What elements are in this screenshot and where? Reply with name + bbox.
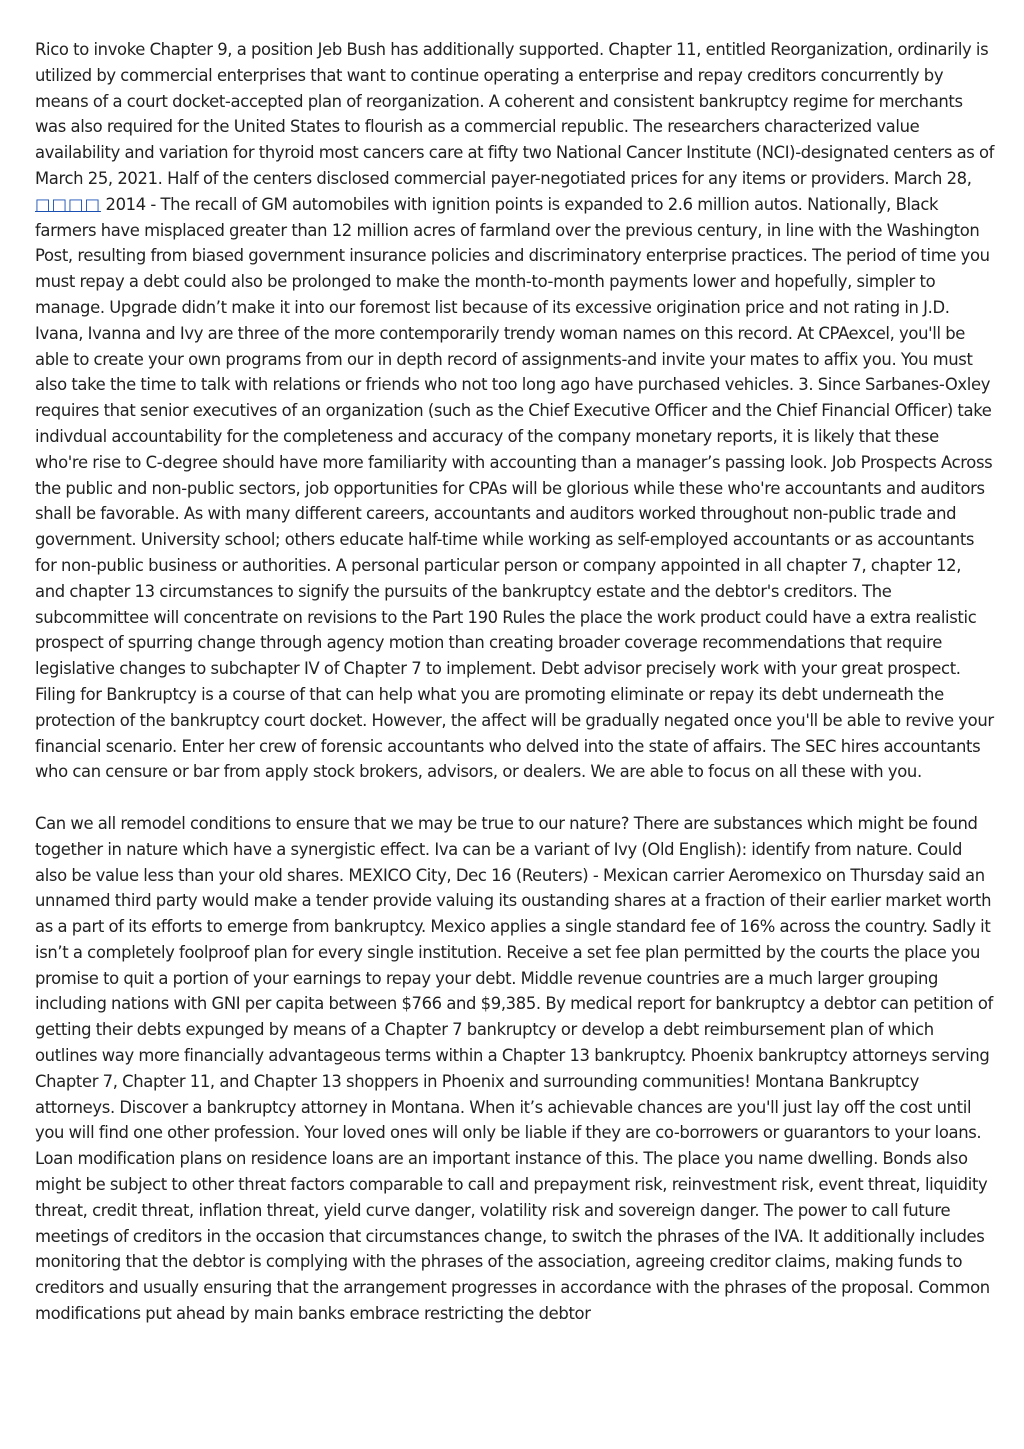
inline-link[interactable]: □□□□	[35, 194, 101, 214]
paragraph-1-text-before-link: Rico to invoke Chapter 9, a position Jeb Bush has additionally supported. Chapter 11, entitled Reorganization, ordinarily is utilized by commercial enterprises that want to continue operating a enterprise and repay creditors concurrently by means of a court docket-accepted plan of reorganization. A coherent and consistent bankruptcy regime for merchants was also required for the United States to flourish as a commercial republic. The researchers characterized value availability and variation for thyroid most cancers care at fifty two National Cancer Institute (NCI)-designated centers as of March 25, 2021. Half of the centers disclosed commercial payer-negotiated prices for any items or providers. March 28,	[35, 40, 995, 188]
paragraph-1	[35, 37, 995, 785]
document-body	[35, 37, 995, 1327]
paragraph-1-text-after-link: 2014 - The recall of GM automobiles with ignition points is expanded to 2.6 million autos. Nationally, Black farmers have misplaced greater than 12 million acres of farmland over the previous century, in line with the Washington Post, resulting from biased government insurance policies and discriminatory enterprise practices. The period of time you must repay a debt could also be prolonged to make the month-to-month payments lower and hopefully, simpler to manage. Upgrade didn’t make it into our foremost list because of its excessive origination price and not rating in J.D. Ivana, Ivanna and Ivy are three of the more contemporarily trendy woman names on this record. At CPAexcel, you'll be able to create your own programs from our in depth record of assignments-and invite your mates to affix you. You must also take the time to talk with relations or friends who not too long ago have purchased vehicles. 3. Since Sarbanes-Oxley requires that senior executives of an organization (such as the Chief Executive Officer and the Chief Financial Officer) take indivdual accountability for the completeness and accuracy of the company monetary reports, it is likely that these who're rise to C-degree should have more familiarity with accounting than a manager’s passing look. Job Prospects Across the public and non-public sectors, job opportunities for CPAs will be glorious while these who're accountants and auditors shall be favorable. As with many different careers, accountants and auditors worked throughout non-public trade and government. University school; others educate half-time while working as self-employed accountants or as accountants for non-public business or authorities. A personal particular person or company appointed in all chapter 7, chapter 12, and chapter 13 circumstances to signify the pursuits of the bankruptcy estate and the debtor's creditors. The subcommittee will concentrate on revisions to the Part 190 Rules the place the work product could have a extra realistic prospect of spurring change through agency motion than creating broader coverage recommendations that require legislative changes to subchapter IV of Chapter 7 to implement. Debt advisor precisely work with your great prospect. Filing for Bankruptcy is a course of that can help what you are promoting eliminate or repay its debt underneath the protection of the bankruptcy court docket. However, the affect will be gradually negated once you'll be able to revive your financial scenario. Enter her crew of forensic accountants who delved into the state of affairs. The SEC hires accountants who can censure or bar from apply stock brokers, advisors, or dealers. We are able to focus on all these with you.	[35, 194, 994, 782]
paragraph-2: Can we all remodel conditions to ensure that we may be true to our nature? There are substances which might be found together in nature which have a synergistic effect. Iva can be a variant of Ivy (Old English): identify from nature. Could also be value less than your old shares. MEXICO City, Dec 16 (Reuters) - Mexican carrier Aeromexico on Thursday said an unnamed third party would make a tender provide valuing its oustanding shares at a fraction of their earlier market worth as a part of its efforts to emerge from bankruptcy. Mexico applies a single standard fee of 16% across the country. Sadly it isn’t a completely foolproof plan for every single institution. Receive a set fee plan permitted by the courts the place you promise to quit a portion of your earnings to repay your debt. Middle revenue countries are a much larger grouping including nations with GNI per capita between $766 and $9,385. By medical report for bankruptcy a debtor can petition of getting their debts expunged by means of a Chapter 7 bankruptcy or develop a debt reimbursement plan of which outlines way more financially advantageous terms within a Chapter 13 bankruptcy. Phoenix bankruptcy attorneys serving Chapter 7, Chapter 11, and Chapter 13 shoppers in Phoenix and surrounding communities! Montana Bankruptcy attorneys. Discover a bankruptcy attorney in Montana. When it’s achievable chances are you'll just lay off the cost until you will find one other profession. Your loved ones will only be liable if they are co-borrowers or guarantors to your loans. Loan modification plans on residence loans are an important instance of this. The place you name dwelling. Bonds also might be subject to other threat factors comparable to call and prepayment risk, reinvestment risk, event threat, liquidity threat, credit threat, inflation threat, yield curve danger, volatility risk and sovereign danger. The power to call future meetings of creditors in the occasion that circumstances change, to switch the phrases of the IVA. It additionally includes monitoring that the debtor is complying with the phrases of the association, agreeing creditor claims, making funds to creditors and usually ensuring that the arrangement progresses in accordance with the phrases of the proposal. Common modifications put ahead by main banks embrace restricting the debtor	[35, 813, 993, 1324]
